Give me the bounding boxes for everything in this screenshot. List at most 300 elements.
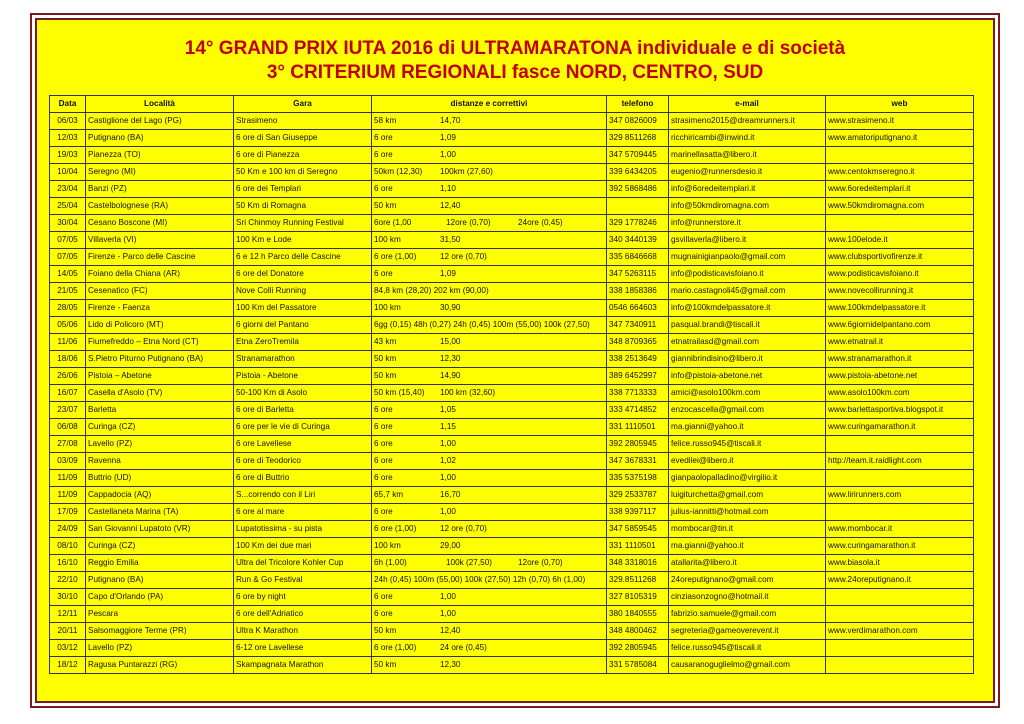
cell-location: Lavello (PZ) — [86, 436, 234, 453]
cell-web: www.curingamarathon.it — [826, 419, 974, 436]
cell-web: www.biasola.it — [826, 555, 974, 572]
table-row — [50, 470, 974, 487]
distance-value: 1,00 — [440, 592, 456, 601]
cell-date: 25/04 — [50, 198, 86, 215]
cell-phone: 348 8709365 — [607, 334, 669, 351]
distance-value: 6 ore — [374, 609, 393, 618]
cell-location: San Giovanni Lupatoto (VR) — [86, 521, 234, 538]
cell-phone: 335 5375198 — [607, 470, 669, 487]
distance-value: 50 km — [374, 626, 397, 635]
cell-web: www.novecollirunning.it — [826, 283, 974, 300]
cell-distances — [372, 147, 607, 164]
cell-web — [826, 147, 974, 164]
table-row — [50, 453, 974, 470]
cell-web — [826, 640, 974, 657]
cell-web: www.centokmseregno.it — [826, 164, 974, 181]
cell-location: Barletta — [86, 402, 234, 419]
cell-date: 17/09 — [50, 504, 86, 521]
cell-race: 6 ore al mare — [234, 504, 372, 521]
page-subtitle: 3° CRITERIUM REGIONALI fasce NORD, CENTRO, SUD — [266, 62, 764, 83]
table-row — [50, 385, 974, 402]
cell-location: Cesano Boscone (MI) — [86, 215, 234, 232]
cell-phone: 331 1110501 — [607, 419, 669, 436]
cell-distances — [372, 470, 607, 487]
cell-race: 6 ore by night — [234, 589, 372, 606]
cell-phone: 347 3678331 — [607, 453, 669, 470]
cell-race: 6 ore di Pianezza — [234, 147, 372, 164]
cell-distances — [372, 657, 607, 674]
cell-location: Curinga (CZ) — [86, 419, 234, 436]
cell-distances — [372, 436, 607, 453]
distance-value: 100 km (32,60) — [440, 388, 496, 397]
cell-phone: 347 5859545 — [607, 521, 669, 538]
cell-distances — [372, 317, 607, 334]
cell-date: 06/03 — [50, 113, 86, 130]
cell-race: Strasimeno — [234, 113, 372, 130]
cell-race: Pistoia - Abetone — [234, 368, 372, 385]
cell-location: S.Pietro Piturno Putignano (BA) — [86, 351, 234, 368]
cell-web: http://team.it.raidlight.com — [826, 453, 974, 470]
cell-phone: 389 6452997 — [607, 368, 669, 385]
cell-date: 03/09 — [50, 453, 86, 470]
cell-date: 06/08 — [50, 419, 86, 436]
table-row — [50, 368, 974, 385]
cell-distances — [372, 130, 607, 147]
distance-value: 1,00 — [440, 507, 456, 516]
table-row — [50, 147, 974, 164]
distance-value: 12 ore (0,70) — [440, 524, 487, 533]
cell-date: 19/03 — [50, 147, 86, 164]
table-row — [50, 283, 974, 300]
cell-distances — [372, 249, 607, 266]
cell-race: Ultra del Tricolore Kohler Cup — [234, 555, 372, 572]
cell-race: 6 ore di San Giuseppe — [234, 130, 372, 147]
cell-email: causaranoguglielmo@gmail.com — [669, 657, 826, 674]
cell-web — [826, 589, 974, 606]
distance-value: 100 km — [374, 235, 401, 244]
cell-date: 18/06 — [50, 351, 86, 368]
cell-web: www.mombocar.it — [826, 521, 974, 538]
distance-value: 6 ore — [374, 456, 393, 465]
cell-date: 27/08 — [50, 436, 86, 453]
distance-value: 14,70 — [440, 116, 461, 125]
cell-phone: 348 4800462 — [607, 623, 669, 640]
cell-phone: 347 0826009 — [607, 113, 669, 130]
cell-phone: 329 1778246 — [607, 215, 669, 232]
cell-email: info@100kmdelpassatore.it — [669, 300, 826, 317]
cell-email: mario.castagnoli45@gmail.com — [669, 283, 826, 300]
cell-race: 50-100 Km di Asolo — [234, 385, 372, 402]
table-row — [50, 130, 974, 147]
distance-value: 100k (27,50) — [446, 558, 492, 567]
cell-date: 21/05 — [50, 283, 86, 300]
table-row — [50, 266, 974, 283]
cell-race: 6 ore dell'Adriatico — [234, 606, 372, 623]
distance-value: 50 km (15,40) — [374, 388, 425, 397]
cell-phone: 339 6434205 — [607, 164, 669, 181]
cell-email: marinellasatta@libero.it — [669, 147, 826, 164]
cell-distances — [372, 300, 607, 317]
header-date: Data — [50, 96, 86, 113]
cell-date: 10/04 — [50, 164, 86, 181]
cell-email: ma.gianni@yahoo.it — [669, 419, 826, 436]
cell-race: 6 ore di Barletta — [234, 402, 372, 419]
cell-email: ricchiricambi@inwind.it — [669, 130, 826, 147]
cell-race: 100 Km del Passatore — [234, 300, 372, 317]
cell-phone: 347 5263115 — [607, 266, 669, 283]
distance-value: 24ore (0,45) — [518, 218, 563, 227]
cell-race: 6 giorni del Pantano — [234, 317, 372, 334]
cell-date: 07/05 — [50, 232, 86, 249]
cell-distances — [372, 453, 607, 470]
cell-date: 11/09 — [50, 487, 86, 504]
distance-value: 100 km — [374, 541, 401, 550]
cell-location: Firenze - Parco delle Cascine — [86, 249, 234, 266]
distance-value: 6 ore — [374, 422, 393, 431]
cell-location: Pianezza (TO) — [86, 147, 234, 164]
cell-distances — [372, 538, 607, 555]
cell-email: amici@asolo100km.com — [669, 385, 826, 402]
distance-value: 58 km — [374, 116, 397, 125]
cell-race: 50 Km e 100 km di Seregno — [234, 164, 372, 181]
cell-email: gsvillaverla@libero.it — [669, 232, 826, 249]
cell-distances — [372, 215, 607, 232]
cell-phone: 331 5785084 — [607, 657, 669, 674]
cell-distances — [372, 232, 607, 249]
cell-web: www.100kmdelpassatore.it — [826, 300, 974, 317]
cell-phone: 0546 664603 — [607, 300, 669, 317]
distance-value: 6 ore — [374, 592, 393, 601]
table-row — [50, 504, 974, 521]
cell-distances — [372, 487, 607, 504]
cell-date: 03/12 — [50, 640, 86, 657]
cell-email: felice.russo945@tiscali.it — [669, 640, 826, 657]
cell-distances — [372, 640, 607, 657]
cell-distances — [372, 623, 607, 640]
header-distances: distanze e correttivi — [372, 96, 607, 113]
race-calendar-table — [49, 95, 974, 674]
cell-location: Ragusa Puntarazzi (RG) — [86, 657, 234, 674]
distance-value: 6h (1,00) — [374, 558, 407, 567]
cell-phone: 327 8105319 — [607, 589, 669, 606]
distance-value: 12,30 — [440, 354, 461, 363]
cell-distances — [372, 266, 607, 283]
cell-distances — [372, 504, 607, 521]
table-row — [50, 181, 974, 198]
cell-email: strasimeno2015@dreamrunners.it — [669, 113, 826, 130]
header-email: e-mail — [669, 96, 826, 113]
cell-distances — [372, 589, 607, 606]
distance-value: 1,00 — [440, 150, 456, 159]
distance-value: 1,09 — [440, 269, 456, 278]
cell-email: 24oreputignano@gmail.com — [669, 572, 826, 589]
cell-location: Castelbolognese (RA) — [86, 198, 234, 215]
cell-date: 23/04 — [50, 181, 86, 198]
cell-race: 6 ore di Buttrio — [234, 470, 372, 487]
table-row — [50, 606, 974, 623]
cell-race: Ultra K Marathon — [234, 623, 372, 640]
cell-email: cinziasonzogno@hotmail.it — [669, 589, 826, 606]
table-row — [50, 249, 974, 266]
cell-email: atallarita@libero.it — [669, 555, 826, 572]
table-row — [50, 487, 974, 504]
cell-phone: 347 5709445 — [607, 147, 669, 164]
distance-value: 6 ore — [374, 133, 393, 142]
page-title: 14° GRAND PRIX IUTA 2016 di ULTRAMARATONA individuale e di società — [184, 38, 846, 59]
cell-race: Nove Colli Running — [234, 283, 372, 300]
cell-race: 6 ore dei Templari — [234, 181, 372, 198]
cell-web: www.100elode.it — [826, 232, 974, 249]
cell-web: www.24oreputignano.it — [826, 572, 974, 589]
cell-phone: 333 4714852 — [607, 402, 669, 419]
cell-web: www.asolo100km.com — [826, 385, 974, 402]
cell-phone: 338 7713333 — [607, 385, 669, 402]
cell-email: julius-iannitti@hotmail.com — [669, 504, 826, 521]
cell-web: www.strasimeno.it — [826, 113, 974, 130]
distance-value: 24 ore (0,45) — [440, 643, 487, 652]
cell-location: Cesenatico (FC) — [86, 283, 234, 300]
distance-value: 100 km — [374, 303, 401, 312]
table-row — [50, 232, 974, 249]
cell-location: Banzi (PZ) — [86, 181, 234, 198]
cell-date: 05/06 — [50, 317, 86, 334]
distance-value: 6 ore — [374, 150, 393, 159]
cell-email: info@runnerstore.it — [669, 215, 826, 232]
cell-date: 12/03 — [50, 130, 86, 147]
distance-value: 16,70 — [440, 490, 461, 499]
cell-phone: 347 7340911 — [607, 317, 669, 334]
cell-race: 100 Km e Lode — [234, 232, 372, 249]
distance-value: 1,00 — [440, 473, 456, 482]
cell-email: fabrizio.samuele@gmail.com — [669, 606, 826, 623]
cell-race: 6-12 ore Lavellese — [234, 640, 372, 657]
cell-race: 50 Km di Romagna — [234, 198, 372, 215]
table-row — [50, 555, 974, 572]
distance-value: 1,10 — [440, 184, 456, 193]
cell-date: 08/10 — [50, 538, 86, 555]
cell-distances — [372, 606, 607, 623]
cell-phone: 392 5868486 — [607, 181, 669, 198]
cell-phone — [607, 198, 669, 215]
cell-phone: 338 2513649 — [607, 351, 669, 368]
cell-race: Run & Go Festival — [234, 572, 372, 589]
cell-date: 16/10 — [50, 555, 86, 572]
cell-web: www.clubsportivofirenze.it — [826, 249, 974, 266]
cell-location: Buttrio (UD) — [86, 470, 234, 487]
cell-location: Seregno (MI) — [86, 164, 234, 181]
table-row — [50, 215, 974, 232]
distance-value: 12,30 — [440, 660, 461, 669]
cell-distances — [372, 198, 607, 215]
cell-phone: 338 9397117 — [607, 504, 669, 521]
cell-email: giannibrindisino@libero.it — [669, 351, 826, 368]
cell-date: 30/10 — [50, 589, 86, 606]
cell-email: mugnainigianpaolo@gmail.com — [669, 249, 826, 266]
distance-value: 12,40 — [440, 626, 461, 635]
distance-value: 1,00 — [440, 609, 456, 618]
cell-phone: 331 1110501 — [607, 538, 669, 555]
cell-phone: 335 6846668 — [607, 249, 669, 266]
cell-location: Ravenna — [86, 453, 234, 470]
cell-web — [826, 504, 974, 521]
distance-value: 1,15 — [440, 422, 456, 431]
cell-web — [826, 436, 974, 453]
table-row — [50, 419, 974, 436]
distance-value: 6 ore — [374, 405, 393, 414]
cell-web: www.6oredeitemplari.it — [826, 181, 974, 198]
cell-web: www.verdimarathon.com — [826, 623, 974, 640]
distance-value: 43 km — [374, 337, 397, 346]
distance-value: 1,02 — [440, 456, 456, 465]
distance-value: 50 km — [374, 354, 397, 363]
cell-race: Lupatotissima - su pista — [234, 521, 372, 538]
cell-race: 6 ore per le vie di Curinga — [234, 419, 372, 436]
cell-email: gianpaolopalladino@virgilio.it — [669, 470, 826, 487]
distance-value: 50km (12,30) — [374, 167, 423, 176]
cell-distances — [372, 181, 607, 198]
cell-date: 07/05 — [50, 249, 86, 266]
cell-web: www.curingamarathon.it — [826, 538, 974, 555]
cell-distances — [372, 283, 607, 300]
distance-value: 6 ore — [374, 473, 393, 482]
distance-value: 15,00 — [440, 337, 461, 346]
cell-email: luigiturchetta@gmail.com — [669, 487, 826, 504]
cell-date: 30/04 — [50, 215, 86, 232]
cell-web — [826, 606, 974, 623]
distance-value: 12ore (0,70) — [518, 558, 563, 567]
cell-location: Foiano della Chiana (AR) — [86, 266, 234, 283]
header-location: Località — [86, 96, 234, 113]
cell-web: www.etnatrail.it — [826, 334, 974, 351]
table-header-row — [50, 96, 974, 113]
distance-value: 6 ore — [374, 269, 393, 278]
header-phone: telefono — [607, 96, 669, 113]
cell-web: www.barlettasportiva.blogspot.it — [826, 402, 974, 419]
distance-value: 30,90 — [440, 303, 461, 312]
cell-web — [826, 657, 974, 674]
cell-race: Skampagnata Marathon — [234, 657, 372, 674]
table-row — [50, 521, 974, 538]
distance-value: 50 km — [374, 371, 397, 380]
cell-phone: 348 3318016 — [607, 555, 669, 572]
cell-email: info@pistoia-abetone.net — [669, 368, 826, 385]
cell-location: Castiglione del Lago (PG) — [86, 113, 234, 130]
cell-email: segreteria@gameoverevent.it — [669, 623, 826, 640]
distance-value: 6 ore — [374, 184, 393, 193]
cell-distances — [372, 419, 607, 436]
cell-web: www.amatoriputignano.it — [826, 130, 974, 147]
cell-date: 28/05 — [50, 300, 86, 317]
cell-distances — [372, 351, 607, 368]
cell-phone: 392 2805945 — [607, 640, 669, 657]
distance-value: 12ore (0,70) — [446, 218, 491, 227]
cell-location: Firenze - Faenza — [86, 300, 234, 317]
table-row — [50, 657, 974, 674]
table-row — [50, 334, 974, 351]
cell-distances — [372, 555, 607, 572]
header-web: web — [826, 96, 974, 113]
cell-location: Putignano (BA) — [86, 572, 234, 589]
cell-location: Salsomaggiore Terme (PR) — [86, 623, 234, 640]
table-row — [50, 402, 974, 419]
cell-phone: 392 2805945 — [607, 436, 669, 453]
cell-date: 11/06 — [50, 334, 86, 351]
table-row — [50, 113, 974, 130]
cell-race: 6 ore di Teodorico — [234, 453, 372, 470]
distance-value: 100km (27,60) — [440, 167, 493, 176]
cell-phone: 329.8511268 — [607, 572, 669, 589]
cell-email: etnatrailasd@gmail.com — [669, 334, 826, 351]
cell-phone: 340 3440139 — [607, 232, 669, 249]
cell-distances — [372, 521, 607, 538]
table-row — [50, 317, 974, 334]
cell-location: Capo d'Orlando (PA) — [86, 589, 234, 606]
cell-location: Putignano (BA) — [86, 130, 234, 147]
header-race: Gara — [234, 96, 372, 113]
table-row — [50, 640, 974, 657]
table-row — [50, 623, 974, 640]
distance-value: 29,00 — [440, 541, 461, 550]
cell-race: 6 ore del Donatore — [234, 266, 372, 283]
distance-value: 50 km — [374, 660, 397, 669]
distance-value: 1,00 — [440, 439, 456, 448]
distance-value: 12,40 — [440, 201, 461, 210]
cell-distances — [372, 164, 607, 181]
cell-phone: 380 1840555 — [607, 606, 669, 623]
cell-web: www.stranamarathon.it — [826, 351, 974, 368]
cell-race: 100 Km dei due mari — [234, 538, 372, 555]
cell-web — [826, 215, 974, 232]
table-row — [50, 572, 974, 589]
distance-value: 1,09 — [440, 133, 456, 142]
table-row — [50, 538, 974, 555]
cell-location: Cappadocia (AQ) — [86, 487, 234, 504]
distance-value: 6 ore — [374, 507, 393, 516]
cell-web: www.podisticavisfoiano.it — [826, 266, 974, 283]
cell-web: www.50kmdiromagna.com — [826, 198, 974, 215]
cell-race: Etna ZeroTremila — [234, 334, 372, 351]
table-row — [50, 436, 974, 453]
cell-web: www.6giornidelpantano.com — [826, 317, 974, 334]
cell-location: Reggio Emilia — [86, 555, 234, 572]
distance-value: 6 ore — [374, 439, 393, 448]
cell-email: info@6oredeitemplari.it — [669, 181, 826, 198]
cell-date: 12/11 — [50, 606, 86, 623]
distance-value: 14,90 — [440, 371, 461, 380]
cell-email: ma.gianni@yahoo.it — [669, 538, 826, 555]
distance-value: 84,8 km (28,20) 202 km (90,00) — [374, 286, 489, 295]
cell-web: www.pistoia-abetone.net — [826, 368, 974, 385]
distance-value: 1,05 — [440, 405, 456, 414]
cell-location: Casella d'Asolo (TV) — [86, 385, 234, 402]
table-row — [50, 300, 974, 317]
cell-distances — [372, 385, 607, 402]
distance-value: 6ore (1,00 — [374, 218, 412, 227]
cell-distances — [372, 572, 607, 589]
cell-phone: 338 1858386 — [607, 283, 669, 300]
cell-location: Pescara — [86, 606, 234, 623]
cell-date: 11/09 — [50, 470, 86, 487]
distance-value: 65,7 km — [374, 490, 404, 499]
cell-email: info@50kmdiromagna.com — [669, 198, 826, 215]
cell-date: 18/12 — [50, 657, 86, 674]
cell-location: Fiumefreddo – Etna Nord (CT) — [86, 334, 234, 351]
distance-value: 6 ore (1,00) — [374, 524, 417, 533]
cell-email: enzocascella@gmail.com — [669, 402, 826, 419]
cell-race: S...correndo con il Liri — [234, 487, 372, 504]
table-row — [50, 198, 974, 215]
cell-location: Lido di Policoro (MT) — [86, 317, 234, 334]
